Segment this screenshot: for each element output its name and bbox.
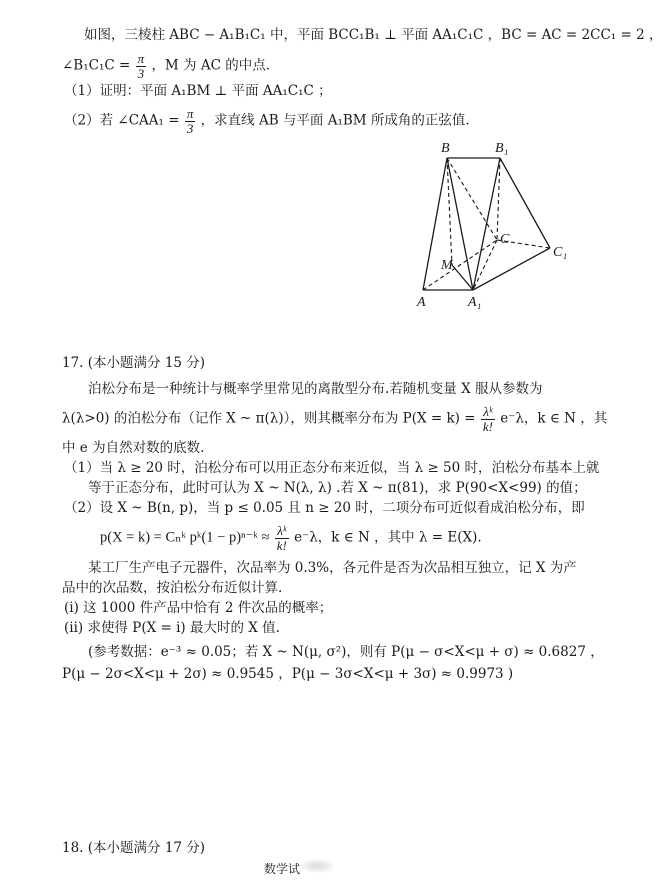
label-C: C — [500, 232, 510, 247]
label-C1: C₁ — [553, 245, 568, 260]
p17-formula-fraction-den: k! — [276, 537, 287, 553]
p18-header: 18. (本小题满分 17 分) — [62, 840, 206, 856]
label-A: A — [417, 295, 426, 310]
p17-formula-fraction — [275, 524, 289, 552]
p16-q2-fraction-den: 3 — [186, 120, 194, 136]
page-footer: 数学试 — [264, 862, 301, 876]
p16-q2-fraction-num: π — [186, 106, 194, 121]
label-B: B — [441, 141, 450, 156]
p17-reference1: (参考数据：e⁻³ ≈ 0.05；若 X ~ N(μ, σ²)，则有 P(μ − σ<X<μ + σ) ≈ 0.6827 ， — [88, 644, 604, 660]
p17-definition — [62, 405, 607, 433]
p16-question1: （1）证明：平面 A₁BM ⊥ 平面 AA₁C₁C ； — [64, 83, 332, 99]
p16-fraction-den: 3 — [137, 65, 145, 81]
p17-formula-left: p(X = k) = Cₙᵏ pᵏ(1 − p)ⁿ⁻ᵏ ≈ — [100, 529, 270, 546]
p17-def-text: λ(λ>0) 的泊松分布（记作 X ~ π(λ)），则其概率分布为 P(X = k) = — [62, 410, 476, 427]
p17-def-fraction-den: k! — [482, 418, 493, 434]
label-A1: A₁ — [468, 295, 482, 310]
p17-reference2: P(μ − 2σ<X<μ + 2σ) ≈ 0.9545 ，P(μ − 3σ<X<μ + 3σ) ≈ 0.9973 ) — [62, 666, 514, 682]
p16-fraction-num: π — [137, 51, 145, 66]
p17-question2: （2）设 X ~ B(n, p)，当 p ≤ 0.05 且 n ≥ 20 时，二项分布可近似看成泊松分布，即 — [64, 500, 585, 516]
p16-angle: ∠B₁C₁C = — [62, 57, 131, 74]
p17-def-fraction-num: λᵏ — [481, 405, 495, 420]
p17-question1-a: （1）当 λ ≥ 20 时，泊松分布可以用正态分布来近似，当 λ ≥ 50 时，泊松分布基本上就 — [64, 460, 600, 476]
label-M: M — [441, 258, 453, 273]
p16-q2-ask: ，求直线 AB 与平面 A₁BM 所成角的正弦值. — [200, 112, 470, 129]
p17-sub1: (i) 这 1000 件产品中恰有 2 件次品的概率； — [64, 600, 333, 616]
edge-A1C1 — [473, 248, 550, 290]
p17-def-fraction — [481, 405, 495, 433]
p16-midpoint: ，M 为 AC 的中点. — [151, 57, 271, 74]
p16-fraction — [136, 52, 147, 80]
p17-question1-b: 等于正态分布，此时可认为 X ~ N(λ, λ) .若 X ~ π(81)，求 P(90<X<99) 的值； — [88, 480, 587, 496]
edge-CA1-dashed — [473, 240, 497, 290]
p16-q2-fraction — [185, 107, 196, 135]
edge-B1A1 — [473, 158, 500, 290]
p16-line2 — [62, 52, 270, 80]
p17-e-note: 中 e 为自然对数的底数. — [62, 440, 205, 456]
p17-sub2: (ii) 求使得 P(X = i) 最大时的 X 值. — [64, 620, 280, 636]
p17-formula-fraction-num: λᵏ — [275, 524, 289, 539]
p17-def-tail: e⁻λ，k ∈ N ，其 — [500, 410, 608, 427]
p16-q2-angle: （2）若 ∠CAA₁ = — [64, 112, 180, 129]
p16-question2 — [64, 107, 470, 135]
p17-factory-cont: 品中的次品数，按泊松分布近似计算. — [62, 580, 283, 596]
label-B1: B₁ — [495, 141, 509, 156]
footer-smudge — [300, 859, 334, 873]
p17-formula-tail: e⁻λ，k ∈ N ，其中 λ = E(X). — [294, 529, 482, 546]
p17-factory: 某工厂生产电子元器件，次品率为 0.3%，各元件是否为次品相互独立，记 X 为产 — [88, 560, 577, 576]
p17-formula — [100, 524, 482, 552]
p17-intro: 泊松分布是一种统计与概率学里常见的离散型分布.若随机变量 X 服从参数为 — [88, 381, 543, 397]
p16-line1: 如图，三棱柱 ABC − A₁B₁C₁ 中，平面 BCC₁B₁ ⊥ 平面 AA₁C₁C ，BC = AC = 2CC₁ = 2 ， — [84, 27, 663, 43]
p17-header: 17. (本小题满分 15 分) — [62, 355, 206, 371]
prism-figure — [405, 138, 585, 313]
